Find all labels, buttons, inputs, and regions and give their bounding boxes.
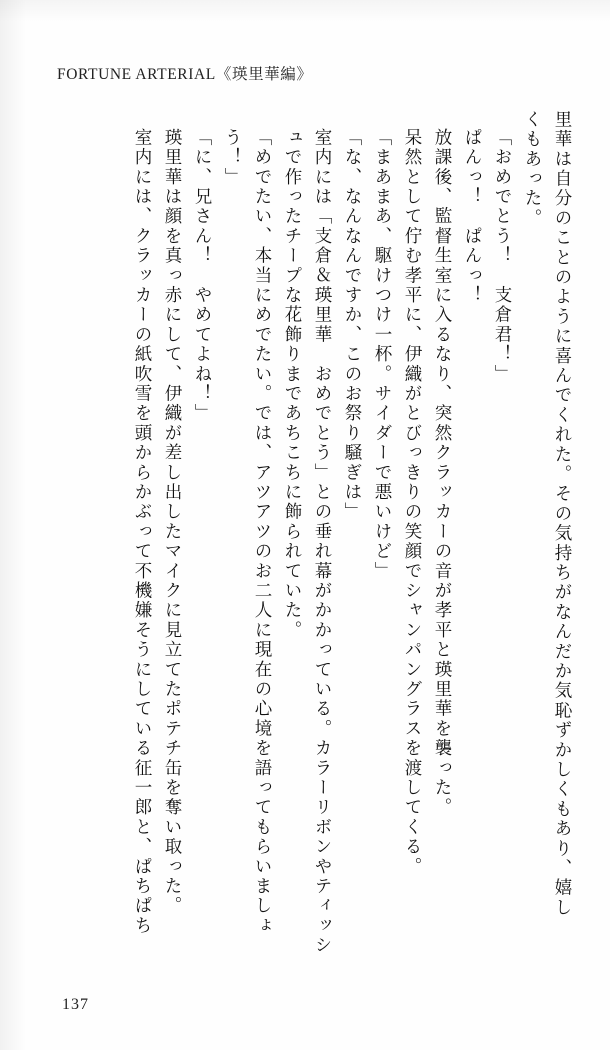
text-column: 「おめでとう！ 支倉君！」 [492,128,512,385]
text-column: ぱんっ！ ぱんっ！ [462,128,482,306]
page-edge-shading-left [0,0,26,1050]
running-header: FORTUNE ARTERIAL《瑛里華編》 [57,66,313,83]
text-column: 室内には、クラッカーの紙吹雪を頭からかぶって不機嫌そうにしている征一郎と、ぱちぱち [132,128,152,936]
page-number: 137 [62,996,89,1013]
text-column: 「まあまあ、駆けつけ一杯。サイダーで悪いけど」 [372,128,392,582]
text-column: 呆然として佇む孝平に、伊織がとびっきりの笑顔でシャンパングラスを渡してくる。 [402,128,422,877]
text-column: 「に、兄さん！ やめてよね！」 [192,128,212,424]
text-column: 里華は自分のことのように喜んでくれた。その気持ちがなんだか気恥ずかしくもあり、嬉し [552,110,572,918]
vertical-text-body [40,110,572,956]
text-column: 「めでたい、本当にめでたい。では、アツアツのお二人に現在の心境を語ってもらいましょ [252,128,272,936]
text-column: う！」 [222,128,242,188]
text-column: 室内には「支倉＆瑛里華 おめでとう」との垂れ幕がかかっている。カラーリボンやティッシ [312,128,332,956]
page-edge-shading-top [0,0,610,22]
text-column: 瑛里華は顔を真っ赤にして、伊織が差し出したマイクに見立てたポテチ缶を奪い取った。 [162,128,182,916]
text-column: 放課後、監督生室に入るなり、突然クラッカーの音が孝平と瑛里華を襲った。 [432,128,452,818]
text-column: ュで作ったチープな花飾りまであちこちに飾られていた。 [282,128,302,641]
text-column: 「な、なんなんですか、このお祭り騒ぎは」 [342,128,362,522]
text-column: くもあった。 [522,110,542,229]
